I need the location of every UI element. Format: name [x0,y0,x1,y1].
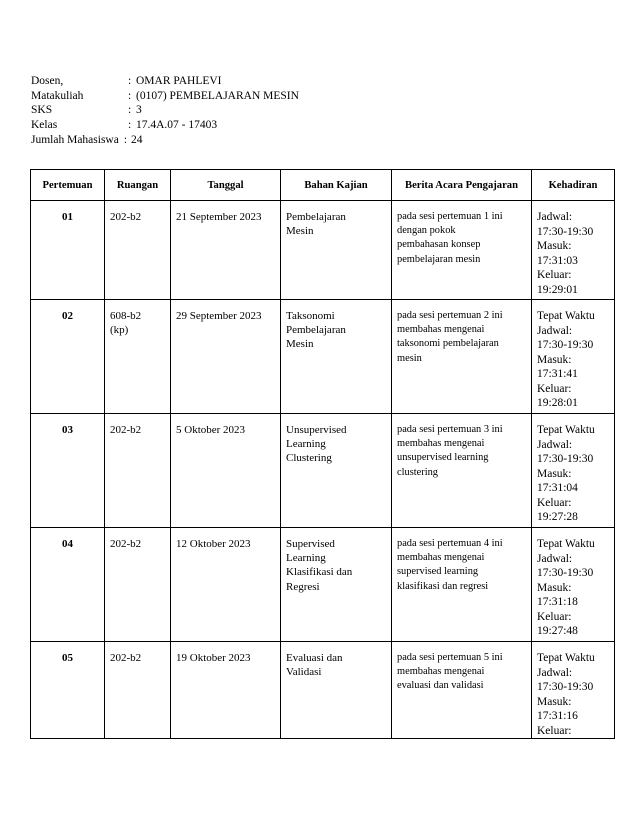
separator: : [128,75,132,87]
kehadiran-line: Masuk: [537,581,572,594]
kehadiran-cell [532,201,615,300]
berita-cell [392,528,532,642]
kehadiran-line: Tepat Waktu [537,652,595,664]
kehadiran-line: Tepat Waktu [537,310,595,322]
berita-line: pembelajaran mesin [397,253,481,265]
column-header-pertemuan: Pertemuan [31,170,105,201]
kehadiran-line: Jadwal: [537,324,573,337]
kehadiran-line: 17:31:03 [537,254,578,267]
table-row [31,414,615,528]
kehadiran-line: Keluar: [537,724,572,737]
table-header-row [31,170,615,201]
table-row [31,528,615,642]
berita-cell [392,201,532,300]
kehadiran-line: 17:31:16 [537,710,578,722]
berita-line: taksonomi pembelajaran [397,338,499,350]
bahan-line: Learning [286,438,326,451]
kehadiran-line: Jadwal: [537,552,573,565]
separator: : [128,89,132,102]
separator: : [128,119,132,132]
ruangan-line: 202-b2 [110,211,142,223]
column-header-berita-acara: Berita Acara Pengajaran [392,170,532,201]
berita-line: pembahasan konsep [397,239,481,251]
berita-line: pada sesi pertemuan 3 ini [397,424,503,435]
bahan-line: Supervised [286,538,335,550]
course-info [31,74,299,148]
kehadiran-line: 19:29:01 [537,283,578,296]
bahan-line: Clustering [286,452,332,465]
kehadiran-line: Tepat Waktu [537,538,595,550]
column-header-bahan-kajian: Bahan Kajian [281,170,392,201]
kelas-row [31,118,299,133]
berita-line: pada sesi pertemuan 1 ini [397,211,503,222]
kehadiran-line: 17:30-19:30 [537,681,594,693]
ruangan-cell [105,642,171,739]
kehadiran-line: 17:30-19:30 [537,225,594,238]
separator: : [123,133,128,146]
tanggal-cell: 12 Oktober 2023 [171,528,281,642]
ruangan-cell [105,201,171,300]
dosen-label: Dosen, [31,75,64,87]
column-header-kehadiran: Kehadiran [532,170,615,201]
table-row [31,300,615,414]
kehadiran-cell [532,414,615,528]
kehadiran-line: Jadwal: [537,666,573,679]
pertemuan-cell: 01 [31,201,105,300]
berita-line: mesin [397,352,422,364]
ruangan-line: (kp) [110,324,129,337]
dosen-row [31,74,299,89]
attendance-table [30,169,615,739]
berita-line: unsupervised learning [397,452,489,464]
bahan-line: Unsupervised [286,424,347,436]
pertemuan-cell: 04 [31,528,105,642]
ruangan-cell [105,300,171,414]
kelas-label: Kelas [31,119,58,132]
kehadiran-line: Keluar: [537,496,572,509]
ruangan-cell [105,528,171,642]
pertemuan-cell: 02 [31,300,105,414]
kehadiran-line: Jadwal: [537,211,573,223]
dosen-value: OMAR PAHLEVI [136,75,222,87]
bahan-line: Pembelajaran [286,211,346,223]
berita-line: clustering [397,466,438,478]
kehadiran-cell [532,642,615,739]
jumlah-row [31,133,299,148]
jumlah-value: 24 [131,133,143,146]
bahan-line: Mesin [286,338,314,351]
ruangan-line: 608-b2 [110,310,142,322]
berita-line: evaluasi dan validasi [397,680,484,692]
bahan-cell [281,300,392,414]
sks-value: 3 [136,104,142,117]
berita-line: pada sesi pertemuan 2 ini [397,310,503,321]
berita-line: pada sesi pertemuan 4 ini [397,538,503,549]
ruangan-line: 202-b2 [110,424,142,436]
berita-line: klasifikasi dan regresi [397,580,489,592]
kehadiran-line: 17:31:04 [537,482,578,494]
bahan-line: Mesin [286,225,314,238]
bahan-cell [281,528,392,642]
bahan-cell [281,642,392,739]
tanggal-cell: 29 September 2023 [171,300,281,414]
kehadiran-cell [532,528,615,642]
jumlah-label: Jumlah Mahasiswa [31,133,119,146]
bahan-line: Validasi [286,666,322,679]
bahan-line: Taksonomi [286,310,335,322]
bahan-line: Learning [286,552,326,565]
ruangan-line: 202-b2 [110,538,142,550]
kehadiran-line: Keluar: [537,610,572,623]
bahan-line: Klasifikasi dan [286,566,353,579]
kelas-value: 17.4A.07 - 17403 [136,119,218,132]
kehadiran-line: 17:30-19:30 [537,567,594,579]
kehadiran-line: Tepat Waktu [537,424,595,436]
berita-line: membahas mengenai [397,324,485,336]
kehadiran-line: 17:31:41 [537,368,578,380]
sks-label: SKS [31,104,53,117]
ruangan-cell [105,414,171,528]
matakuliah-value: (0107) PEMBELAJARAN MESIN [136,89,299,102]
bahan-line: Evaluasi dan [286,652,343,664]
berita-cell [392,414,532,528]
berita-line: pada sesi pertemuan 5 ini [397,652,503,663]
berita-line: dengan pokok [397,225,456,237]
bahan-cell [281,414,392,528]
tanggal-cell: 5 Oktober 2023 [171,414,281,528]
pertemuan-cell: 05 [31,642,105,739]
berita-cell [392,642,532,739]
kehadiran-line: 19:28:01 [537,397,578,409]
tanggal-cell: 21 September 2023 [171,201,281,300]
bahan-line: Regresi [286,580,320,593]
berita-cell [392,300,532,414]
kehadiran-cell [532,300,615,414]
column-header-ruangan: Ruangan [105,170,171,201]
kehadiran-line: 17:30-19:30 [537,453,594,465]
kehadiran-line: Masuk: [537,240,572,252]
ruangan-line: 202-b2 [110,652,142,664]
kehadiran-line: 19:27:48 [537,625,578,637]
berita-line: membahas mengenai [397,438,485,450]
tanggal-cell: 19 Oktober 2023 [171,642,281,739]
table-row [31,201,615,300]
kehadiran-line: Keluar: [537,269,572,281]
kehadiran-line: 19:27:28 [537,511,578,523]
sks-row [31,103,299,118]
table-row [31,642,615,739]
bahan-line: Pembelajaran [286,324,346,337]
kehadiran-line: 17:31:18 [537,596,578,608]
column-header-tanggal: Tanggal [171,170,281,201]
berita-line: membahas mengenai [397,666,485,678]
kehadiran-line: 17:30-19:30 [537,339,594,351]
kehadiran-line: Masuk: [537,695,572,708]
kehadiran-line: Jadwal: [537,438,573,451]
separator: : [128,104,132,117]
matakuliah-row [31,89,299,104]
kehadiran-line: Masuk: [537,467,572,480]
kehadiran-line: Keluar: [537,382,572,395]
bahan-cell [281,201,392,300]
berita-line: membahas mengenai [397,552,485,564]
berita-line: supervised learning [397,566,479,578]
pertemuan-cell: 03 [31,414,105,528]
kehadiran-line: Masuk: [537,353,572,366]
matakuliah-label: Matakuliah [31,89,84,102]
